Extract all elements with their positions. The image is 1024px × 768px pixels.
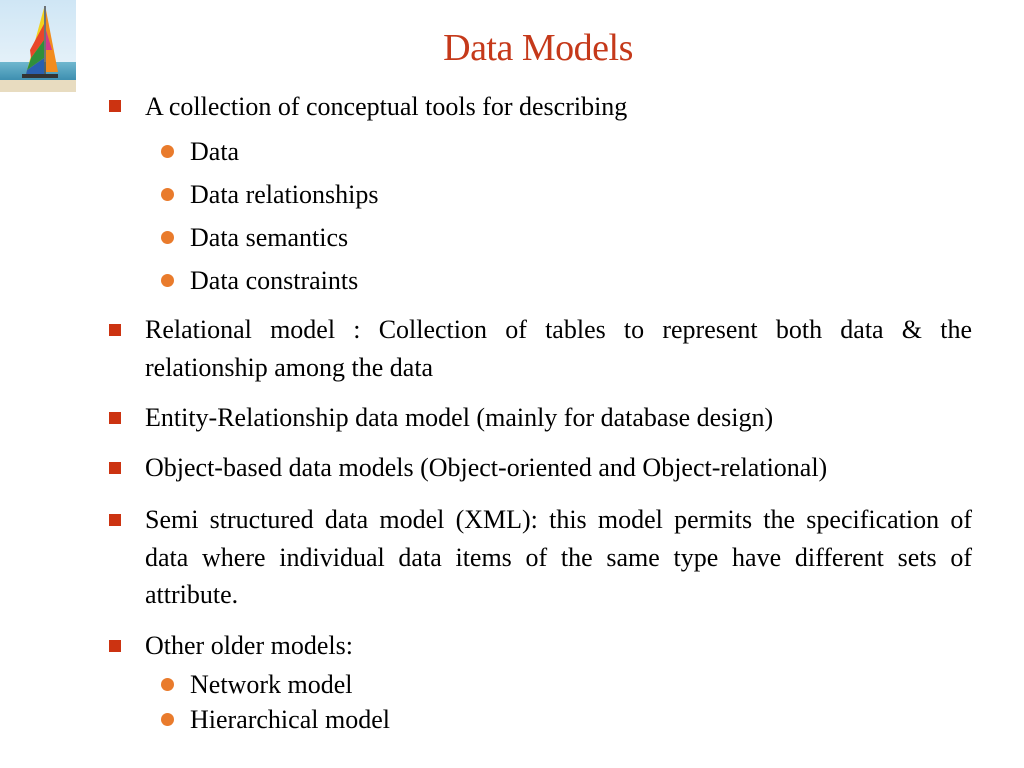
round-bullet-icon	[161, 713, 174, 726]
bullet-text: Object-based data models (Object-oriented and Object-relational)	[145, 453, 828, 482]
round-bullet-icon	[161, 274, 174, 287]
bullet-text: Relational model : Collection of tables to represent both data & the relationship among the data	[145, 315, 972, 382]
bullet-text: A collection of conceptual tools for describing	[145, 92, 628, 121]
square-bullet-icon	[109, 324, 121, 336]
round-bullet-icon	[161, 231, 174, 244]
square-bullet-icon	[109, 412, 121, 424]
round-bullet-icon	[161, 678, 174, 691]
square-bullet-icon	[109, 462, 121, 474]
sub-bullet-text: Data relationships	[190, 180, 379, 209]
bullet-text: Other older models:	[145, 631, 353, 660]
slide-title: Data Models	[443, 27, 633, 69]
bullet-text: Entity-Relationship data model (mainly for database design)	[145, 403, 774, 432]
square-bullet-icon	[109, 514, 121, 526]
sub-bullet-text: Hierarchical model	[190, 705, 390, 734]
square-bullet-icon	[109, 640, 121, 652]
sub-bullet-text: Data constraints	[190, 266, 359, 295]
sub-bullet-text: Network model	[190, 670, 353, 699]
sub-bullet-text: Data	[190, 137, 240, 166]
sub-bullet-text: Data semantics	[190, 223, 349, 252]
square-bullet-icon	[109, 100, 121, 112]
round-bullet-icon	[161, 188, 174, 201]
bullet-text: Semi structured data model (XML): this model permits the specification of data where individual data items of the same type have different sets of attribute.	[145, 505, 972, 609]
round-bullet-icon	[161, 145, 174, 158]
